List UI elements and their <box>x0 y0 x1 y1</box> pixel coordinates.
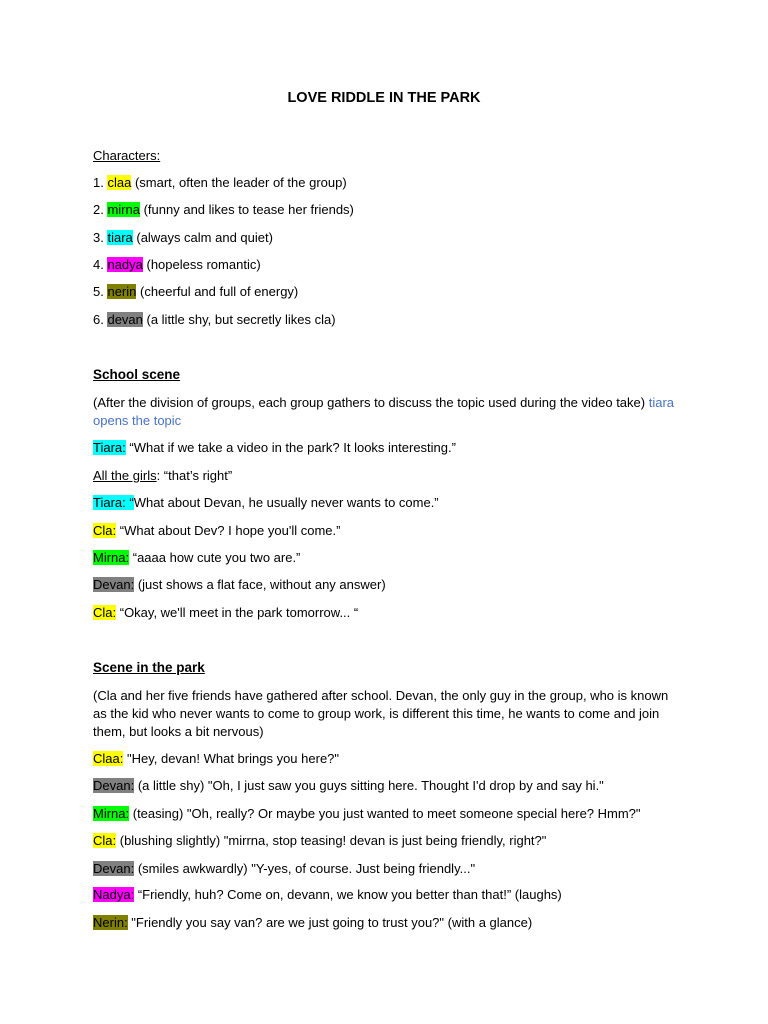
character-desc: (cheerful and full of energy) <box>136 284 299 299</box>
dialogue-text: "Hey, devan! What brings you here?" <box>123 751 340 766</box>
speaker-label: Nerin: <box>93 915 128 930</box>
dialogue-text: “aaaa how cute you two are.” <box>129 550 301 565</box>
characters-heading: Characters: <box>93 148 161 163</box>
dialogue-line <box>93 860 475 878</box>
character-item <box>93 283 298 301</box>
dialogue-line <box>93 914 532 932</box>
character-desc: (a little shy, but secretly likes cla) <box>142 312 336 327</box>
speaker-label: Devan: <box>93 778 135 793</box>
dialogue-line <box>93 494 439 512</box>
character-item <box>93 229 273 247</box>
item-number: 1. <box>93 175 108 190</box>
dialogue-line <box>93 750 339 768</box>
dialogue-line <box>93 522 340 540</box>
speaker-label: Claa: <box>93 751 124 766</box>
character-item <box>93 311 336 329</box>
character-name: nadya <box>107 257 143 272</box>
dialogue-text: (teasing) "Oh, really? Or maybe you just wanted to meet someone special here? Hmm?" <box>129 806 641 821</box>
speaker-label: Mirna: <box>93 806 130 821</box>
park-scene-intro: (Cla and her five friends have gathered after school. Devan, the only guy in the group, who is known as the kid who never wants to come to group work, is different this time, he wants to come and join them, but looks a bit nervous) <box>93 688 669 739</box>
item-number: 4. <box>93 257 108 272</box>
speaker-label: Cla: <box>93 833 117 848</box>
intro-blue-text: tiara opens the topic <box>93 395 675 428</box>
dialogue-line <box>93 467 232 485</box>
item-number: 5. <box>93 284 108 299</box>
dialogue-line <box>93 886 562 904</box>
dialogue-line <box>93 832 546 850</box>
school-scene-intro <box>93 394 683 430</box>
speaker-label: Mirna: <box>93 550 130 565</box>
dialogue-text: (blushing slightly) "mirrna, stop teasing! devan is just being friendly, right?" <box>116 833 547 848</box>
dialogue-text: “What if we take a video in the park? It looks interesting.” <box>125 440 456 455</box>
speaker-label: Tiara: “ <box>93 495 134 510</box>
dialogue-text: “Okay, we'll meet in the park tomorrow... “ <box>116 605 359 620</box>
speaker-label: Nadya: <box>93 887 135 902</box>
character-desc: (always calm and quiet) <box>132 230 273 245</box>
dialogue-line <box>93 805 641 823</box>
character-name: devan <box>107 312 143 327</box>
dialogue-line <box>93 439 456 457</box>
character-desc: (hopeless romantic) <box>142 257 261 272</box>
dialogue-text: (just shows a flat face, without any answer) <box>134 577 386 592</box>
dialogue-text: “What about Dev? I hope you'll come.” <box>116 523 341 538</box>
dialogue-text: (a little shy) "Oh, I just saw you guys sitting here. Thought I'd drop by and say hi." <box>134 778 604 793</box>
character-item <box>93 174 347 192</box>
dialogue-text: What about Devan, he usually never wants to come.” <box>133 495 439 510</box>
dialogue-line <box>93 549 300 567</box>
item-number: 3. <box>93 230 108 245</box>
dialogue-line <box>93 576 386 594</box>
character-name: nerin <box>107 284 137 299</box>
speaker-label: Tiara: <box>93 440 126 455</box>
character-name: mirna <box>107 202 140 217</box>
speaker-label: Devan: <box>93 577 135 592</box>
speaker-label: Cla: <box>93 605 117 620</box>
character-desc: (funny and likes to tease her friends) <box>139 202 354 217</box>
character-name: claa <box>107 175 132 190</box>
intro-text: (After the division of groups, each group gathers to discuss the topic used during the video take) <box>93 395 649 410</box>
speaker-label: All the girls <box>93 468 157 483</box>
speaker-label: Cla: <box>93 523 117 538</box>
item-number: 6. <box>93 312 108 327</box>
character-item <box>93 256 261 274</box>
item-number: 2. <box>93 202 108 217</box>
dialogue-text: : “that’s right” <box>156 468 233 483</box>
speaker-label: Devan: <box>93 861 135 876</box>
dialogue-text: (smiles awkwardly) "Y-yes, of course. Just being friendly..." <box>134 861 476 876</box>
dialogue-text: “Friendly, huh? Come on, devann, we know you better than that!” (laughs) <box>134 887 562 902</box>
dialogue-text: "Friendly you say van? are we just going to trust you?" (with a glance) <box>127 915 533 930</box>
park-scene-heading: Scene in the park <box>93 660 205 675</box>
character-item <box>93 201 354 219</box>
school-scene-heading: School scene <box>93 367 181 382</box>
character-desc: (smart, often the leader of the group) <box>131 175 347 190</box>
dialogue-line <box>93 604 358 622</box>
character-name: tiara <box>107 230 133 245</box>
dialogue-line <box>93 777 604 795</box>
document-title: LOVE RIDDLE IN THE PARK <box>287 90 481 106</box>
